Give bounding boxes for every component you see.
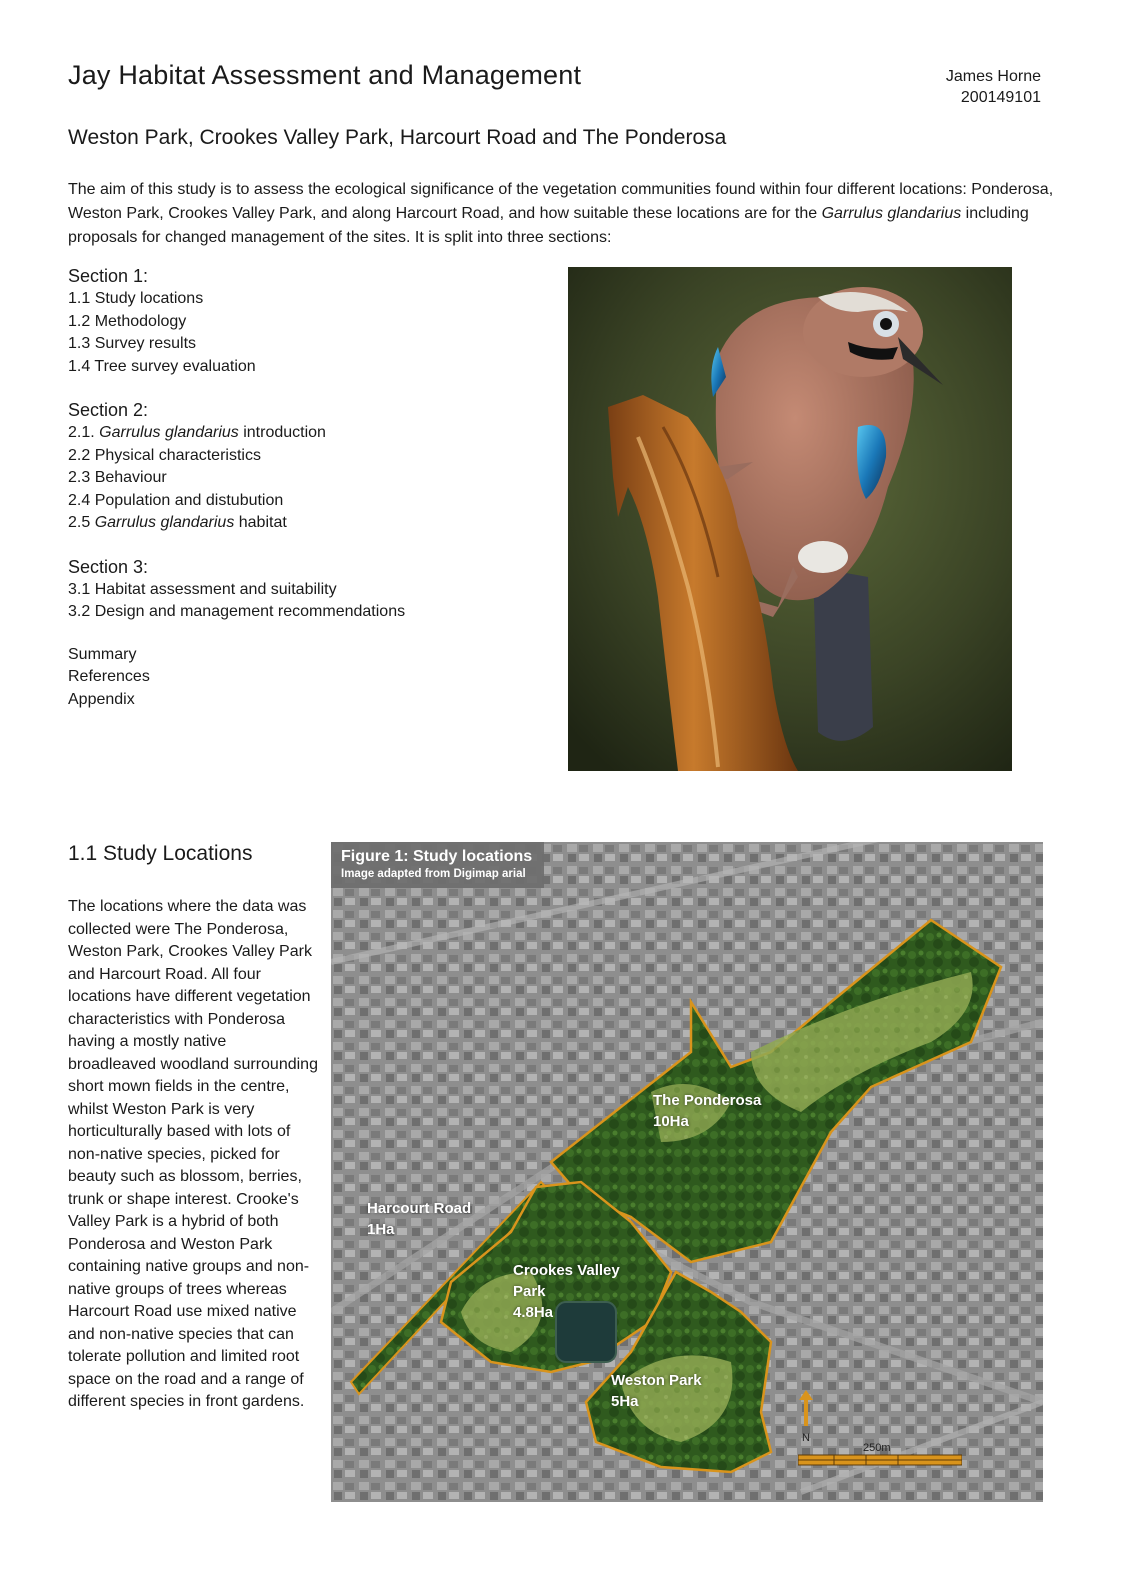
toc-item: 2.4 Population and distubution [68, 491, 284, 509]
study-locations-map [331, 842, 1043, 1502]
ponderosa-area: 10Ha [653, 1113, 689, 1130]
author-name: James Horne [945, 68, 1041, 85]
toc-item: 1.2 Methodology [68, 312, 187, 330]
weston-name: Weston Park [611, 1372, 702, 1389]
scale-label: 250m [863, 1442, 891, 1454]
ponderosa-name: The Ponderosa [653, 1092, 762, 1109]
toc-item-references: References [68, 668, 150, 685]
author-id: 200149101 [960, 89, 1041, 106]
north-label: N [802, 1432, 810, 1444]
toc-item: 1.4 Tree survey evaluation [68, 357, 256, 375]
map-label-crookes [513, 1260, 620, 1323]
map-label-weston [611, 1370, 702, 1412]
page-title: Jay Habitat Assessment and Management [68, 60, 582, 90]
north-arrow-icon [799, 1390, 813, 1426]
harcourt-area: 1Ha [367, 1221, 395, 1238]
harcourt-name: Harcourt Road [367, 1200, 472, 1217]
figure-caption [331, 842, 544, 888]
intro-text-start: The aim of this study is to assess the ecological significance of the vegetation communities found within four different locations: Ponderosa, Weston Park, Crookes Valley Park, and along Harcourt Road, and how suitable these locations are for the [68, 181, 1054, 222]
toc-species: Garrulus glandarius [99, 424, 239, 441]
map-label-harcourt [367, 1198, 471, 1240]
toc-prefix: 2.5 [68, 514, 95, 531]
section2-heading: Section 2: [68, 400, 149, 420]
toc-item: 3.2 Design and management recommendations [68, 603, 406, 620]
figure-source: Image adapted from Digimap arial [341, 868, 526, 880]
section3-heading: Section 3: [68, 556, 149, 577]
toc-item: 1.1 Study locations [68, 290, 204, 307]
intro-text-end: including proposals for changed management of the sites. It is split into three sections: [68, 205, 1029, 246]
contents-list [68, 264, 548, 711]
toc-prefix: 2.1. [68, 424, 100, 441]
toc-item [68, 512, 548, 535]
weston-area: 5Ha [611, 1393, 639, 1410]
toc-species: Garrulus glandarius [94, 514, 235, 531]
toc-item: 3.1 Habitat assessment and suitability [68, 580, 337, 598]
figure-title: Figure 1: Study locations [341, 848, 533, 865]
section-heading-study-locations: 1.1 Study Locations [68, 842, 253, 865]
map-label-ponderosa [653, 1090, 761, 1132]
crookes-area: 4.8Ha [513, 1304, 554, 1321]
toc-item-summary: Summary [68, 645, 137, 663]
crookes-name-line2: Park [513, 1283, 546, 1300]
intro-species: Garrulus glandarius [821, 205, 962, 222]
study-locations-body: The locations where the data was collected were The Ponderosa, Weston Park, Crookes Valley Park and Harcourt Road. All four locations have different vegetation characteristics with Ponderosa having a mostly native broadleaved woodland surrounding short mown fields in the centre, whilst Weston Park is very horticulturally based with lots of non-native species, picked for beauty such as blossom, berries, trunk or shape interest. Crooke's Valley Park is a hybrid of both Ponderosa and Weston Park containing native groups and non-native groups of trees whereas Harcourt Road use mixed native and non-native species that can tolerate pollution and limited root space on the road and a range of different species in front gardens. [68, 898, 318, 1410]
toc-item [68, 422, 548, 445]
page-subtitle: Weston Park, Crookes Valley Park, Harcourt Road and The Ponderosa [68, 126, 727, 149]
author-block [946, 66, 1041, 108]
toc-suffix: habitat [234, 514, 287, 531]
jay-illustration [568, 267, 1012, 771]
crookes-name: Crookes Valley [513, 1262, 620, 1279]
toc-suffix: introduction [238, 424, 326, 441]
intro-paragraph [68, 178, 1058, 250]
jay-photo [568, 267, 1012, 771]
scale-bar [798, 1454, 962, 1466]
toc-item: 2.2 Physical characteristics [68, 446, 261, 464]
toc-item: 2.3 Behaviour [68, 469, 167, 486]
toc-item: 1.3 Survey results [68, 335, 197, 352]
toc-item-appendix: Appendix [68, 690, 135, 708]
section1-heading: Section 1: [68, 266, 149, 286]
